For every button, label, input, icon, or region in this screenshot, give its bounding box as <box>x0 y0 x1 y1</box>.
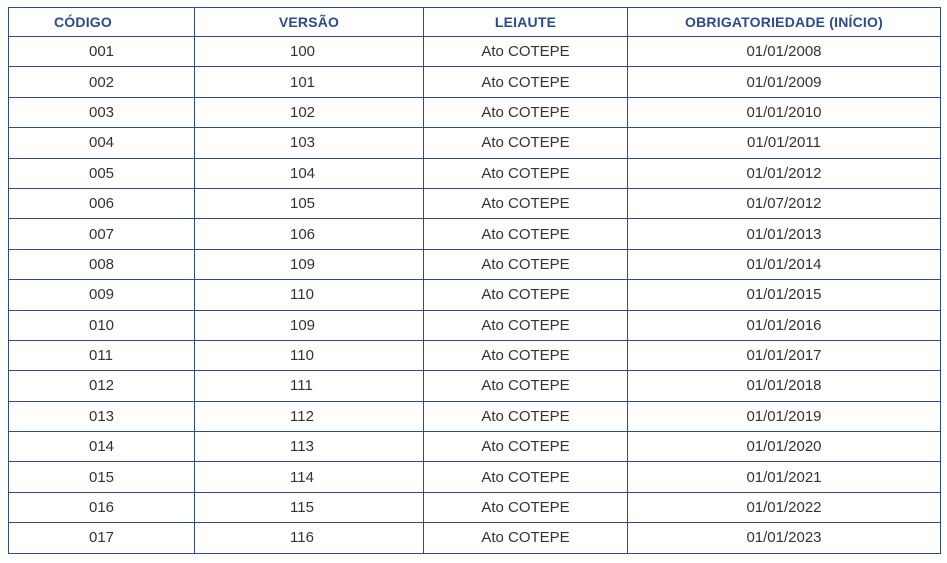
cell-leiaute: Ato COTEPE <box>424 371 628 401</box>
header-obrigatoriedade: OBRIGATORIEDADE (INÍCIO) <box>628 8 941 37</box>
cell-obrigatoriedade: 01/01/2019 <box>628 401 941 431</box>
table-row <box>9 249 941 279</box>
table-row <box>9 432 941 462</box>
cell-versao: 112 <box>195 401 424 431</box>
header-leiaute: LEIAUTE <box>424 8 628 37</box>
table-row <box>9 219 941 249</box>
cell-obrigatoriedade: 01/01/2011 <box>628 128 941 158</box>
cell-leiaute: Ato COTEPE <box>424 67 628 97</box>
cell-versao: 100 <box>195 37 424 67</box>
versions-table-container <box>8 7 941 554</box>
cell-versao: 110 <box>195 280 424 310</box>
cell-codigo: 016 <box>9 492 195 522</box>
cell-leiaute: Ato COTEPE <box>424 401 628 431</box>
cell-versao: 101 <box>195 67 424 97</box>
cell-leiaute: Ato COTEPE <box>424 340 628 370</box>
cell-codigo: 008 <box>9 249 195 279</box>
table-row <box>9 462 941 492</box>
cell-obrigatoriedade: 01/01/2012 <box>628 158 941 188</box>
table-header <box>9 8 941 37</box>
cell-leiaute: Ato COTEPE <box>424 280 628 310</box>
cell-codigo: 017 <box>9 523 195 553</box>
cell-versao: 106 <box>195 219 424 249</box>
cell-codigo: 011 <box>9 340 195 370</box>
header-codigo: CÓDIGO <box>9 8 195 37</box>
cell-obrigatoriedade: 01/01/2015 <box>628 280 941 310</box>
cell-leiaute: Ato COTEPE <box>424 432 628 462</box>
cell-leiaute: Ato COTEPE <box>424 158 628 188</box>
cell-leiaute: Ato COTEPE <box>424 188 628 218</box>
cell-codigo: 003 <box>9 97 195 127</box>
cell-leiaute: Ato COTEPE <box>424 97 628 127</box>
cell-versao: 110 <box>195 340 424 370</box>
header-row <box>9 8 941 37</box>
cell-versao: 102 <box>195 97 424 127</box>
table-row <box>9 401 941 431</box>
cell-codigo: 005 <box>9 158 195 188</box>
cell-codigo: 001 <box>9 37 195 67</box>
cell-obrigatoriedade: 01/01/2009 <box>628 67 941 97</box>
cell-leiaute: Ato COTEPE <box>424 128 628 158</box>
table-row <box>9 67 941 97</box>
cell-leiaute: Ato COTEPE <box>424 310 628 340</box>
cell-leiaute: Ato COTEPE <box>424 249 628 279</box>
table-row <box>9 128 941 158</box>
versions-table <box>8 7 941 554</box>
cell-versao: 111 <box>195 371 424 401</box>
cell-obrigatoriedade: 01/01/2013 <box>628 219 941 249</box>
cell-versao: 113 <box>195 432 424 462</box>
table-row <box>9 97 941 127</box>
cell-versao: 105 <box>195 188 424 218</box>
cell-obrigatoriedade: 01/01/2014 <box>628 249 941 279</box>
cell-obrigatoriedade: 01/01/2017 <box>628 340 941 370</box>
table-row <box>9 340 941 370</box>
cell-codigo: 010 <box>9 310 195 340</box>
cell-versao: 114 <box>195 462 424 492</box>
table-row <box>9 280 941 310</box>
cell-leiaute: Ato COTEPE <box>424 492 628 522</box>
cell-obrigatoriedade: 01/01/2022 <box>628 492 941 522</box>
cell-leiaute: Ato COTEPE <box>424 219 628 249</box>
table-row <box>9 310 941 340</box>
cell-obrigatoriedade: 01/01/2018 <box>628 371 941 401</box>
table-row <box>9 371 941 401</box>
cell-versao: 109 <box>195 249 424 279</box>
cell-obrigatoriedade: 01/01/2016 <box>628 310 941 340</box>
cell-versao: 109 <box>195 310 424 340</box>
cell-codigo: 012 <box>9 371 195 401</box>
cell-obrigatoriedade: 01/01/2020 <box>628 432 941 462</box>
table-row <box>9 37 941 67</box>
cell-codigo: 014 <box>9 432 195 462</box>
table-row <box>9 158 941 188</box>
cell-leiaute: Ato COTEPE <box>424 37 628 67</box>
cell-codigo: 002 <box>9 67 195 97</box>
cell-obrigatoriedade: 01/01/2008 <box>628 37 941 67</box>
cell-leiaute: Ato COTEPE <box>424 523 628 553</box>
cell-obrigatoriedade: 01/07/2012 <box>628 188 941 218</box>
cell-obrigatoriedade: 01/01/2023 <box>628 523 941 553</box>
cell-codigo: 006 <box>9 188 195 218</box>
cell-versao: 104 <box>195 158 424 188</box>
cell-versao: 116 <box>195 523 424 553</box>
cell-obrigatoriedade: 01/01/2021 <box>628 462 941 492</box>
cell-codigo: 007 <box>9 219 195 249</box>
cell-versao: 103 <box>195 128 424 158</box>
cell-codigo: 015 <box>9 462 195 492</box>
cell-codigo: 004 <box>9 128 195 158</box>
cell-codigo: 009 <box>9 280 195 310</box>
cell-codigo: 013 <box>9 401 195 431</box>
table-row <box>9 492 941 522</box>
cell-obrigatoriedade: 01/01/2010 <box>628 97 941 127</box>
header-versao: VERSÃO <box>195 8 424 37</box>
cell-leiaute: Ato COTEPE <box>424 462 628 492</box>
cell-versao: 115 <box>195 492 424 522</box>
table-row <box>9 523 941 553</box>
table-row <box>9 188 941 218</box>
table-body <box>9 37 941 554</box>
